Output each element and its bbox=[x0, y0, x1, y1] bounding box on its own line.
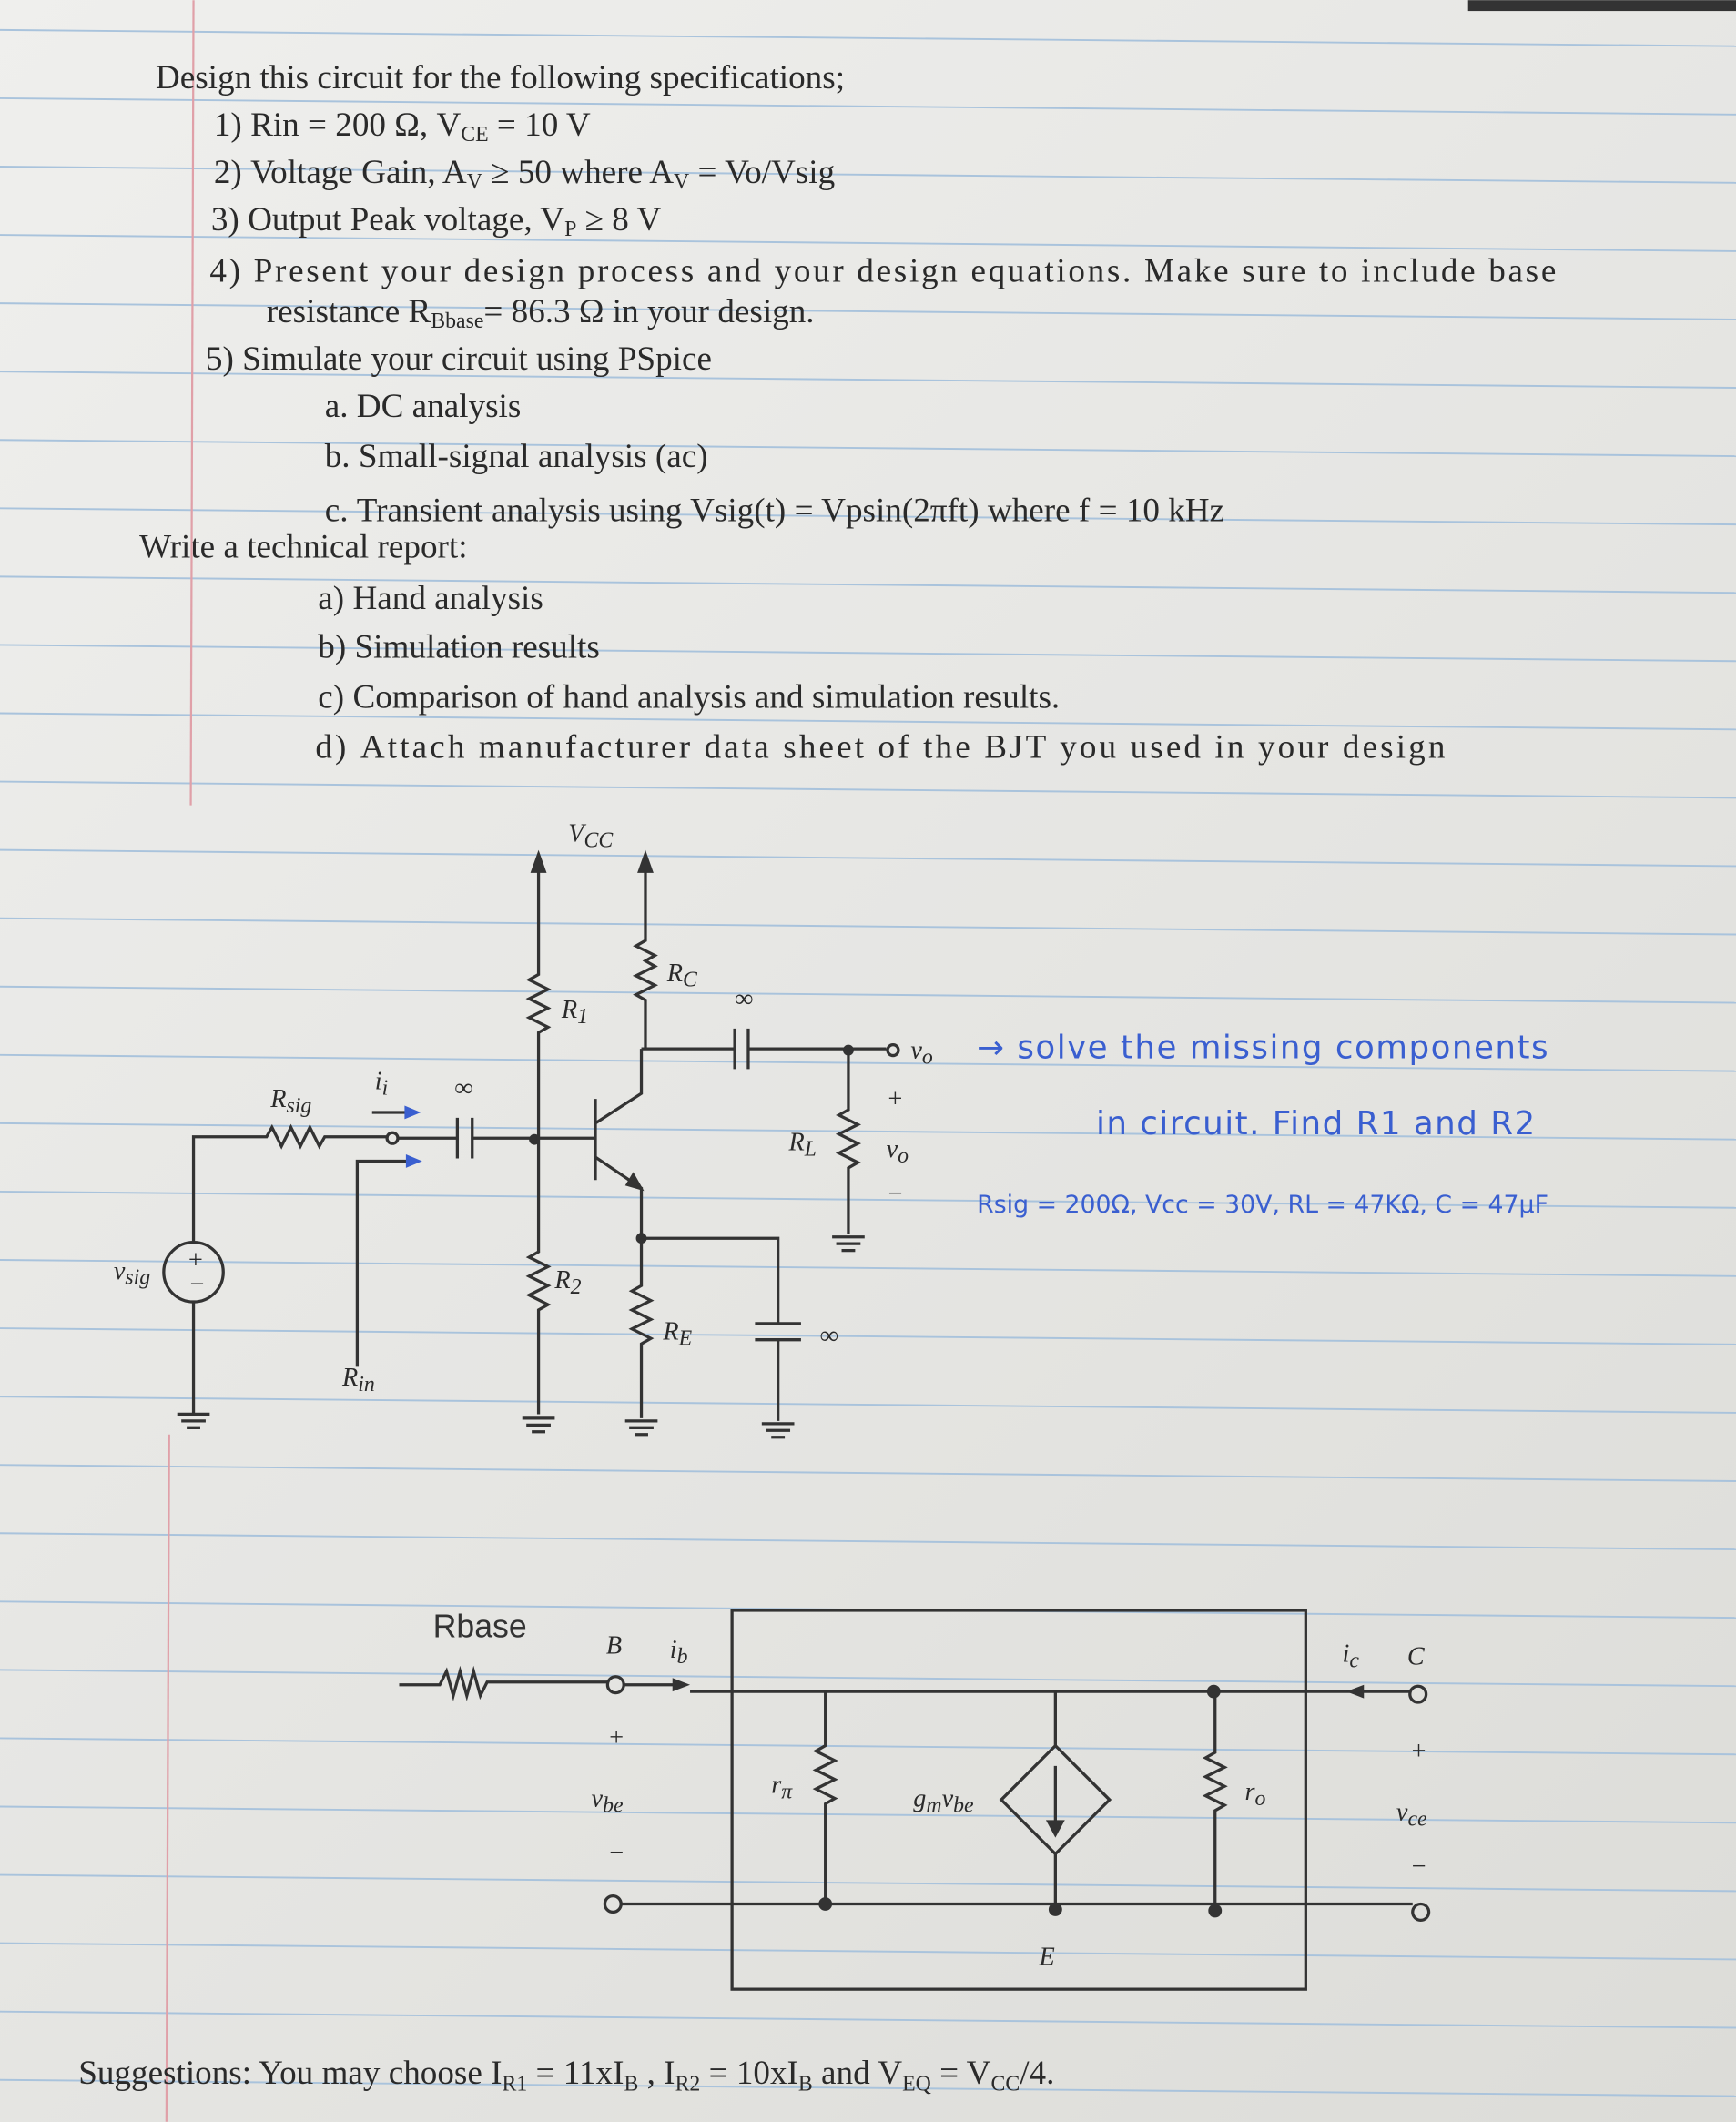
ruled-line bbox=[0, 2012, 1736, 2028]
re-label: $R_E$ bbox=[663, 1317, 693, 1351]
model-wires bbox=[621, 1691, 1413, 1904]
spec-2: 2) Voltage Gain, AV ≥ 50 where AV = Vo/Vsig bbox=[213, 153, 836, 194]
ruled-line bbox=[0, 1260, 1736, 1276]
handwritten-note bbox=[977, 1030, 1549, 1219]
note-line-2: in circuit. Find R1 and R2 bbox=[1095, 1104, 1537, 1142]
vsig-label: $v_{sig}$ bbox=[113, 1256, 151, 1290]
sim-c: c. Transient analysis using Vsig(t) = Vpsin(2πft) where f = 10 kHz bbox=[324, 492, 1225, 530]
ruled-line bbox=[0, 1738, 1736, 1754]
ruled-line bbox=[0, 782, 1736, 798]
ruled-line bbox=[0, 645, 1736, 661]
rpi-resistor-icon bbox=[816, 1691, 835, 1904]
ib-label: $i_b$ bbox=[669, 1635, 688, 1669]
ruled-line bbox=[0, 30, 1736, 46]
spec-4-cont: resistance RBbase= 86.3 Ω in your design. bbox=[266, 292, 815, 333]
ruled-line bbox=[0, 1465, 1736, 1481]
report-a: a) Hand analysis bbox=[318, 580, 543, 618]
rc-resistor-icon bbox=[636, 866, 655, 1049]
note-line-1: → solve the missing components bbox=[977, 1029, 1550, 1067]
ro-label: $r_o$ bbox=[1244, 1778, 1266, 1811]
b-label: B bbox=[605, 1631, 623, 1660]
vo-terminal-label: $v_o$ bbox=[910, 1036, 933, 1070]
spec-1: 1) Rin = 200 Ω, VCE = 10 V bbox=[213, 106, 591, 147]
c-label: C bbox=[1406, 1642, 1425, 1671]
rin-arrow-icon bbox=[406, 1154, 422, 1168]
suggestion-text: Suggestions: You may choose $I_{R1} = 11xI_B$ , $I_{R2} = 10xI_B$ and $V_{EQ} = V_{CC}/4$. bbox=[78, 2055, 1055, 2097]
ruled-line bbox=[0, 303, 1736, 320]
small-signal-model bbox=[399, 1609, 1428, 1989]
rsig-label: $R_{sig}$ bbox=[270, 1085, 312, 1118]
ic-label: $i_c$ bbox=[1342, 1640, 1359, 1673]
top-dark-bar bbox=[1468, 0, 1736, 11]
rin-label: $R_{in}$ bbox=[342, 1364, 375, 1397]
ruled-line bbox=[0, 919, 1736, 935]
source-plus: + bbox=[187, 1245, 205, 1274]
rl-label: $R_L$ bbox=[788, 1128, 817, 1162]
vcc-arrow-icon bbox=[531, 850, 547, 873]
ruled-line bbox=[0, 1944, 1736, 1960]
ruled-line bbox=[0, 1806, 1736, 1822]
ruled-line bbox=[0, 1875, 1736, 1892]
dependent-current-source-icon bbox=[1001, 1691, 1110, 1911]
input-capacitor-icon bbox=[398, 1118, 595, 1159]
emitter-terminal-left bbox=[604, 1896, 621, 1913]
ruled-line bbox=[0, 440, 1736, 456]
ruled-line bbox=[0, 850, 1736, 867]
input-node bbox=[387, 1132, 398, 1143]
margin-line-lower bbox=[167, 1435, 169, 2122]
vo-label: $v_o$ bbox=[886, 1135, 909, 1168]
note-line-3: Rsig = 200Ω, Vcc = 30V, RL = 47KΩ, C = 47μF bbox=[977, 1190, 1548, 1219]
r2-label: $R_2$ bbox=[554, 1266, 582, 1300]
sim-a: a. DC analysis bbox=[324, 387, 522, 425]
vce-plus: + bbox=[1409, 1737, 1427, 1766]
vcc-label: $V_{CC}$ bbox=[568, 819, 614, 853]
report-b: b) Simulation results bbox=[318, 628, 600, 666]
ii-label: $i_i$ bbox=[374, 1067, 389, 1101]
ii-arrow-icon bbox=[404, 1106, 421, 1120]
ruled-line bbox=[0, 1533, 1736, 1549]
bjt-transistor-icon bbox=[595, 1049, 642, 1238]
ib-arrow-icon bbox=[673, 1678, 690, 1691]
vbe-plus: + bbox=[607, 1723, 625, 1752]
cap-inf-3: ∞ bbox=[819, 1322, 838, 1351]
report-title: Write a technical report: bbox=[139, 528, 468, 566]
intro-text: Design this circuit for the following specifications; bbox=[155, 58, 846, 96]
rpi-label: $r_\pi$ bbox=[771, 1771, 793, 1804]
vbe-label: $v_{be}$ bbox=[591, 1784, 624, 1818]
r1-label: $R_1$ bbox=[561, 995, 588, 1029]
vce-label: $v_{ce}$ bbox=[1396, 1798, 1427, 1832]
margin-line bbox=[191, 0, 194, 805]
base-terminal bbox=[607, 1677, 624, 1693]
ruled-line bbox=[0, 1396, 1736, 1413]
ro-resistor-icon bbox=[1205, 1691, 1224, 1911]
cap-inf-1: ∞ bbox=[454, 1074, 473, 1103]
rbase-label: Rbase bbox=[432, 1608, 527, 1645]
collector-terminal bbox=[1410, 1686, 1426, 1702]
model-box bbox=[732, 1610, 1305, 1989]
rl-resistor-icon bbox=[839, 1051, 858, 1234]
e-label: E bbox=[1039, 1943, 1055, 1972]
spec-3: 3) Output Peak voltage, VP ≥ 8 V bbox=[210, 200, 662, 241]
vo-terminal bbox=[888, 1045, 898, 1056]
gm-label: $g_mv_{be}$ bbox=[913, 1784, 974, 1818]
ruled-line bbox=[0, 1670, 1736, 1686]
vbe-minus: − bbox=[607, 1838, 625, 1867]
vce-minus: − bbox=[1409, 1852, 1427, 1881]
rc-label: $R_C$ bbox=[666, 959, 697, 992]
ruled-line bbox=[0, 576, 1736, 593]
vo-minus: − bbox=[886, 1180, 904, 1209]
sim-b: b. Small-signal analysis (ac) bbox=[324, 437, 708, 475]
spec-4: 4) Present your design process and your design equations. Make sure to include base bbox=[209, 252, 1557, 290]
emitter-terminal-right bbox=[1413, 1904, 1429, 1921]
spec-5: 5) Simulate your circuit using PSpice bbox=[205, 340, 712, 378]
vo-plus: + bbox=[886, 1085, 904, 1114]
ic-arrow-icon bbox=[1346, 1685, 1364, 1699]
report-list bbox=[315, 580, 1446, 766]
ruled-line bbox=[0, 987, 1736, 1003]
vcc-arrow-icon-2 bbox=[637, 850, 654, 873]
source-minus: − bbox=[188, 1270, 206, 1299]
sim-list bbox=[325, 388, 1224, 529]
ruled-line bbox=[0, 1328, 1736, 1345]
report-c: c) Comparison of hand analysis and simulation results. bbox=[318, 678, 1061, 716]
report-d: d) Attach manufacturer data sheet of the BJT you used in your design bbox=[315, 728, 1446, 767]
cap-inf-2: ∞ bbox=[735, 985, 754, 1014]
spec-list bbox=[206, 107, 1556, 378]
